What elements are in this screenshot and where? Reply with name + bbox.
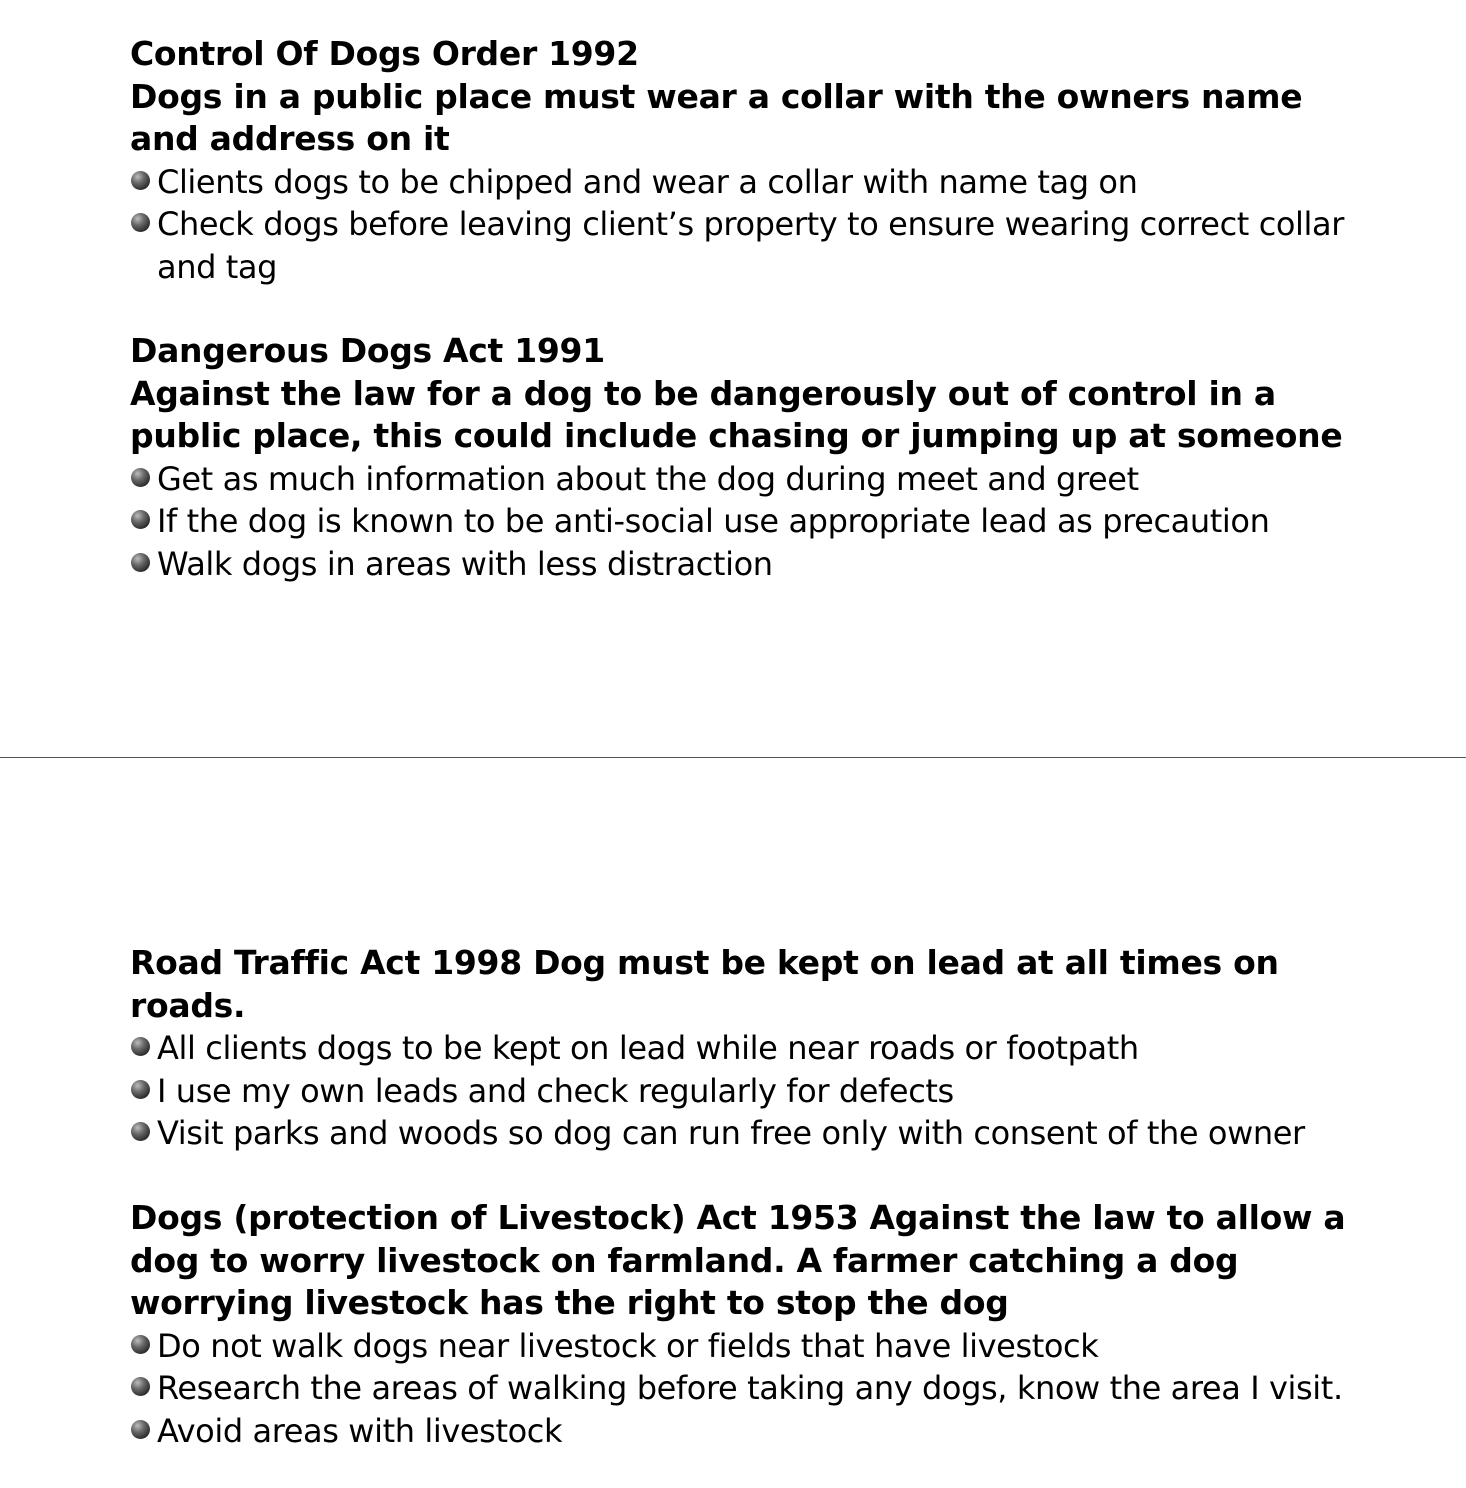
bullet-icon: [131, 171, 150, 190]
bullet-list: [130, 161, 1380, 289]
bullet-icon: [131, 213, 150, 232]
bullet-text: I use my own leads and check regularly for defects: [157, 1071, 954, 1110]
section-title: Dogs (protection of Livestock) Act 1953 Against the law to allow a dog to worry livestock on farmland. A farmer catching a dog worrying livestock has the right to stop the dog: [130, 1198, 1346, 1322]
section-subtitle: Against the law for a dog to be dangerously out of control in a public place, this could include chasing or jumping up at someone: [130, 373, 1343, 455]
bullet-item: [130, 1112, 1380, 1155]
section-control-of-dogs: [130, 33, 1380, 288]
section-title: Road Traffic Act 1998 Dog must be kept on lead at all times on roads.: [130, 943, 1279, 1025]
bullet-text: All clients dogs to be kept on lead while near roads or footpath: [157, 1029, 1139, 1067]
document-page-2: [0, 758, 1466, 1488]
bullet-text: Avoid areas with livestock: [157, 1411, 563, 1450]
section-dangerous-dogs: [130, 330, 1380, 585]
bullet-icon: [131, 1335, 150, 1354]
bullet-item: [130, 458, 1380, 501]
bullet-item: [130, 1410, 1380, 1453]
bullet-item: [130, 500, 1380, 543]
bullet-text: Do not walk dogs near livestock or fields that have livestock: [157, 1326, 1099, 1365]
bullet-icon: [131, 1122, 150, 1141]
bullet-icon: [131, 1420, 150, 1439]
bullet-item: [130, 1027, 1380, 1070]
bullet-icon: [131, 553, 150, 572]
bullet-text: If the dog is known to be anti-social use appropriate lead as precaution: [157, 502, 1270, 540]
section-livestock: [130, 1197, 1380, 1452]
bullet-item: [130, 203, 1380, 288]
bullet-text: Get as much information about the dog during meet and greet: [157, 459, 1139, 498]
bullet-list: [130, 458, 1380, 586]
bullet-item: [130, 1070, 1380, 1113]
bullet-text: Clients dogs to be chipped and wear a collar with name tag on: [157, 162, 1138, 201]
bullet-text: Walk dogs in areas with less distraction: [157, 544, 773, 583]
bullet-item: [130, 161, 1380, 204]
bullet-icon: [131, 1080, 150, 1099]
bullet-text: Check dogs before leaving client’s property to ensure wearing correct collar and tag: [157, 205, 1345, 286]
bullet-list: [130, 1027, 1380, 1155]
bullet-item: [130, 1325, 1380, 1368]
section-title: Control Of Dogs Order 1992: [130, 34, 639, 73]
section-subtitle: Dogs in a public place must wear a collar with the owners name and address on it: [130, 76, 1303, 158]
section-road-traffic: [130, 942, 1380, 1155]
bullet-icon: [131, 1037, 150, 1056]
bullet-icon: [131, 510, 150, 529]
bullet-list: [130, 1325, 1380, 1453]
bullet-text: Visit parks and woods so dog can run free only with consent of the owner: [157, 1114, 1305, 1152]
bullet-item: [130, 543, 1380, 586]
bullet-text: Research the areas of walking before taking any dogs, know the area I visit.: [157, 1369, 1343, 1407]
bullet-icon: [131, 1377, 150, 1396]
section-title: Dangerous Dogs Act 1991: [130, 331, 605, 370]
bullet-item: [130, 1367, 1380, 1410]
bullet-icon: [131, 468, 150, 487]
